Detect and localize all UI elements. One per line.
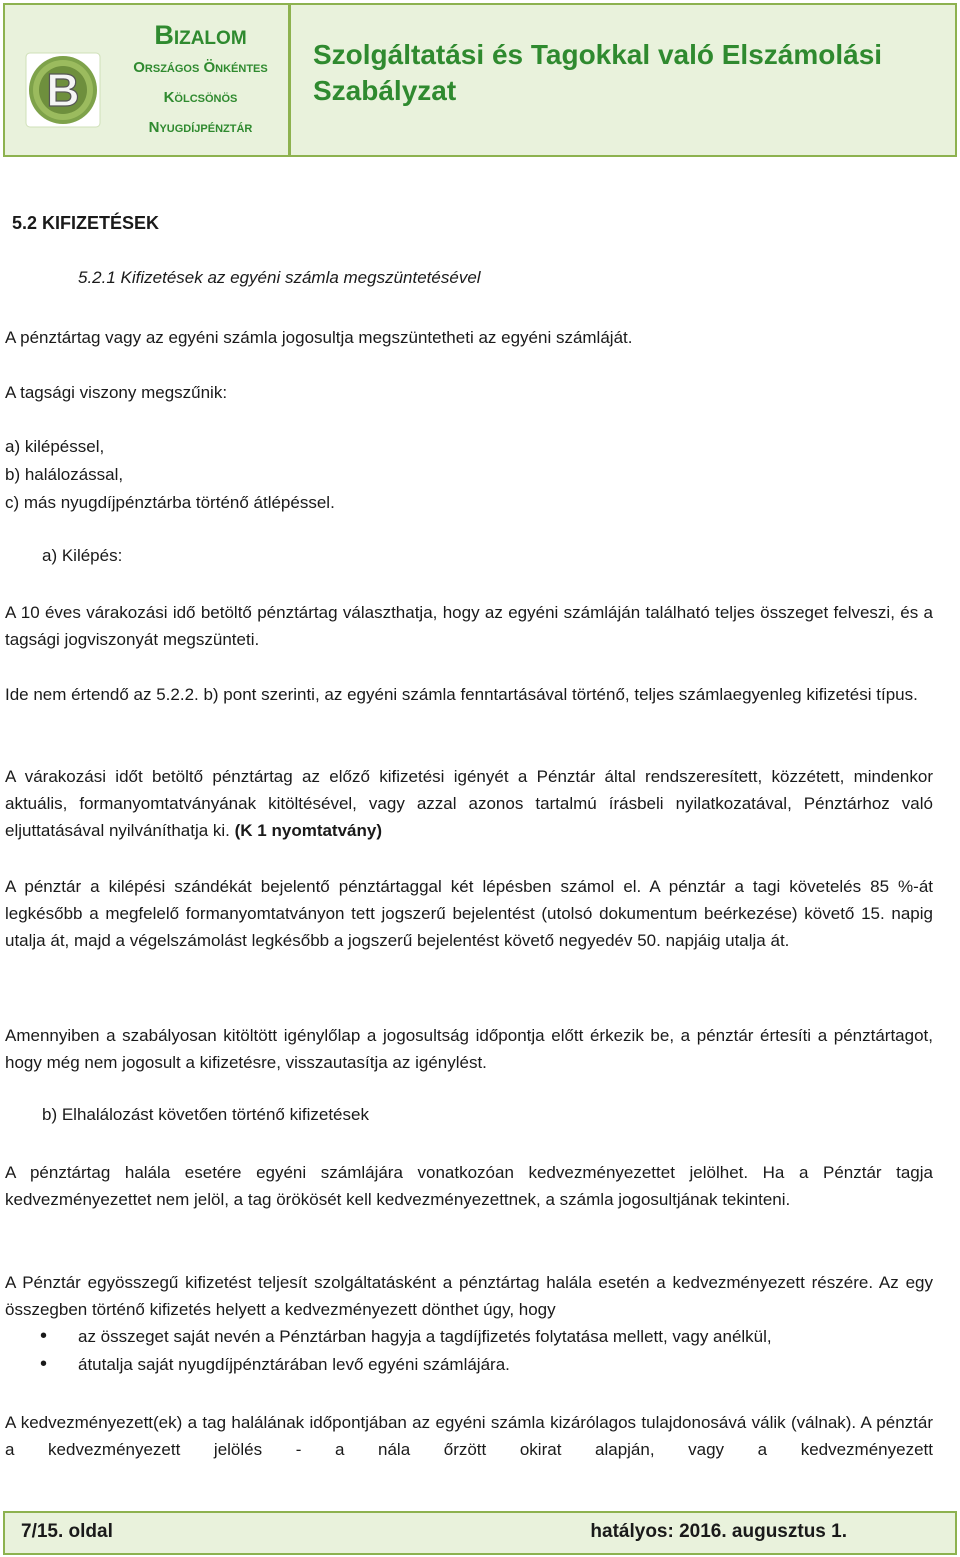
logo-cell — [5, 5, 291, 155]
title-cell — [291, 5, 955, 155]
form-reference: (K 1 nyomtatvány) — [234, 821, 383, 840]
brand-line-3: Nyugdíjpénztár — [148, 119, 253, 136]
paragraph-2: A tagsági viszony megszűnik: — [5, 383, 228, 402]
document-header — [3, 3, 957, 157]
bullet-1-text: az összeget saját nevén a Pénztárban hagyja a tagdíjfizetés folytatása mellett, vagy anélkül, — [78, 1327, 772, 1346]
bizalom-logo-icon — [25, 52, 101, 128]
effective-date: hatályos: 2016. augusztus 1. — [590, 1521, 847, 1542]
bullet-1-marker: • — [40, 1325, 48, 1347]
paragraph-1: A pénztártag vagy az egyéni számla jogosultja megszüntetheti az egyéni számláját. — [5, 328, 633, 347]
subheading-kilepes: a) Kilépés: — [42, 546, 123, 565]
paragraph-9: A Pénztár egyösszegű kifizetést teljesít szolgáltatásként a pénztártag halála esetén a kedvezményezett részére. Az egy összegben történő kifizetés helyett a kedvezményezett dönthet úgy, hogy — [5, 1273, 933, 1319]
document-title: Szolgáltatási és Tagokkal való Elszámolási Szabályzat — [313, 39, 883, 106]
logo-letter: B — [46, 64, 80, 116]
list-item-c: c) más nyugdíjpénztárba történő átlépéssel. — [5, 493, 335, 512]
paragraph-8: A pénztártag halála esetére egyéni számlájára vonatkozóan kedvezményezettet jelölhet. Ha a Pénztár tagja kedvezményezettet nem jelöl, a tag örökösét kell kedvezményezettnek, a számla jogosultjának tekinteni. — [5, 1163, 933, 1209]
list-item-a: a) kilépéssel, — [5, 437, 105, 456]
subsection-heading: 5.2.1 Kifizetések az egyéni számla megszüntetésével — [78, 268, 481, 287]
paragraph-7: Amennyiben a szabályosan kitöltött igénylőlap a jogosultság időpontja előtt érkezik be, a pénztár értesíti a pénztártagot, hogy még nem jogosult a kifizetésre, visszautasítja az igénylést. — [5, 1026, 933, 1072]
document-footer — [3, 1511, 957, 1555]
brand-line-2: Kölcsönös — [163, 89, 238, 106]
subheading-elhalalozas: b) Elhalálozást követően történő kifizetések — [42, 1105, 369, 1124]
section-heading: 5.2 KIFIZETÉSEK — [12, 213, 160, 233]
paragraph-5 — [5, 763, 933, 844]
bullet-2-text: átutalja saját nyugdíjpénztárában levő egyéni számlájára. — [78, 1355, 510, 1374]
list-item-b: b) halálozással, — [5, 465, 124, 484]
brand-line-1: Országos Önkéntes — [133, 59, 268, 76]
paragraph-6: A pénztár a kilépési szándékát bejelentő pénztártaggal két lépésben számol el. A pénztár a tagi követelés 85 %-át legkésőbb a megfelelő formanyomtatványon tett jogszerű bejelentést (utolsó dokumentum beérkezése) követő 15. napig utalja át, majd a végelszámolást legkésőbb a jogszerű bejelentést követő negyedév 50. napjáig utalja át. — [5, 877, 933, 950]
brand-block — [118, 17, 283, 143]
paragraph-5-text: A várakozási időt betöltő pénztártag az előző kifizetési igényét a Pénztár által rendszeresített, közzétett, mindenkor aktuális, formanyomtatványának kitöltésével, vagy azzal azonos tartalmú írásbeli nyilatkozatával, Pénztárhoz való eljuttatásával nyilváníthatja ki. — [5, 767, 933, 840]
paragraph-4: Ide nem értendő az 5.2.2. b) pont szerinti, az egyéni számla fenntartásával történő, teljes számlaegyenleg kifizetési típus. — [5, 685, 918, 704]
paragraph-3: A 10 éves várakozási idő betöltő pénztártag választhatja, hogy az egyéni számláján található teljes összeget felveszi, és a tagsági jogviszonyát megszünteti. — [5, 603, 933, 649]
paragraph-10: A kedvezményezett(ek) a tag halálának időpontjában az egyéni számla kizárólagos tulajdonosává válik (válnak). A pénztár a kedvezményezett jelölés - a nála őrzött okirat alapján, vagy a kedvezményezett — [5, 1413, 933, 1459]
page-number: 7/15. oldal — [21, 1521, 113, 1542]
bullet-2-marker: • — [40, 1353, 48, 1375]
brand-name: Bizalom — [154, 20, 247, 50]
